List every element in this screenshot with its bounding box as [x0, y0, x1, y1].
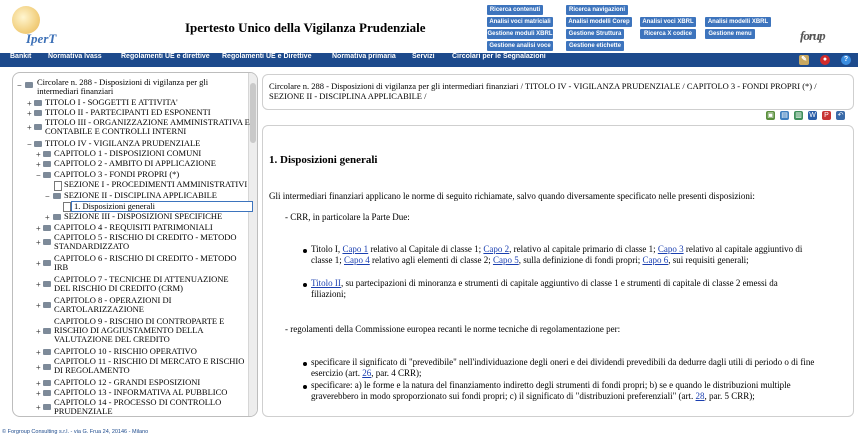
tree-item-capitolo-3[interactable]: CAPITOLO 3 - FONDI PROPRI (*) [54, 169, 180, 179]
tree-item-capitolo-13[interactable]: CAPITOLO 13 - INFORMATIVA AL PUBBLICO [54, 387, 228, 397]
collapse-icon[interactable]: − [36, 171, 41, 180]
folder-icon [43, 390, 51, 396]
expand-icon[interactable]: + [45, 213, 50, 222]
expand-icon[interactable]: + [36, 150, 41, 159]
tree-root[interactable]: Circolare n. 288 - Disposizioni di vigilanza per gli intermediari finanziari [37, 77, 209, 96]
expand-icon[interactable]: + [36, 301, 41, 310]
crr-line: - CRR, in particolare la Parte Due: [285, 212, 410, 222]
folder-icon [34, 141, 42, 147]
link-capo-1[interactable]: Capo 1 [342, 244, 369, 254]
folder-icon [43, 281, 51, 287]
link-capo-3[interactable]: Capo 3 [657, 244, 684, 254]
quick-link-gestione-etichette[interactable]: Gestione etichette [566, 41, 624, 51]
list-item-prevedibile: specificare il significato di "prevedibile" nell'individuazione degli oneri e dei dividendi prevedibili da dedurre dagli utili di periodo o di fine esercizio (art. 26, par. 4 CRR); [311, 357, 815, 378]
folder-icon [43, 302, 51, 308]
expand-icon[interactable]: + [36, 348, 41, 357]
expand-icon[interactable]: + [36, 224, 41, 233]
folder-icon [43, 260, 51, 266]
link-capo-5[interactable]: Capo 5 [492, 255, 519, 265]
folder-icon [43, 380, 51, 386]
link-capo-6[interactable]: Capo 6 [642, 255, 669, 265]
link-capo-4[interactable]: Capo 4 [344, 255, 370, 265]
expand-icon[interactable]: + [36, 389, 41, 398]
tree-item-titolo-1[interactable]: TITOLO I - SOGGETTI E ATTIVITA' [45, 97, 178, 107]
tree-item-sezione-1[interactable]: SEZIONE I - PROCEDIMENTI AMMINISTRATIVI [64, 179, 248, 189]
quick-link-gestione-moduli-xbrl[interactable]: Gestione moduli XBRL [487, 31, 553, 37]
content-heading: 1. Disposizioni generali [269, 154, 378, 166]
sun-logo-icon [12, 6, 40, 34]
bookmark-icon[interactable]: ✎ [799, 55, 809, 65]
footer-copyright: © Forgroup Consulting s.r.l. - via G. Frua 24, 20146 - Milano [2, 429, 149, 435]
expand-icon[interactable]: + [27, 109, 32, 118]
folder-icon [53, 193, 61, 199]
regolamenti-line: - regolamenti della Commissione europea recanti le norme tecniche di regolamentazione per: [285, 324, 621, 334]
quick-link-ricerca-navigazioni[interactable]: Ricerca navigazioni [566, 5, 628, 15]
folder-icon [43, 161, 51, 167]
tree-item-capitolo-4[interactable]: CAPITOLO 4 - REQUISITI PATRIMONIALI [54, 222, 213, 232]
tree-item-capitolo-11[interactable]: CAPITOLO 11 - RISCHIO DI MERCATO E RISCHIO DI REGOLAMENTO [54, 356, 245, 375]
list-item-titolo-2: Titolo II, su partecipazioni di minoranza e strumenti di capitale aggiuntivo di classe 1 e strumenti di capitale di classe 2 emessi da filiazioni; [311, 278, 778, 299]
quick-link-gestione-struttura[interactable]: Gestione Struttura [566, 29, 624, 39]
exit-icon[interactable]: ● [820, 55, 830, 65]
page-title: Ipertesto Unico della Vigilanza Prudenziale [185, 20, 426, 35]
tree-item-capitolo-1[interactable]: CAPITOLO 1 - DISPOSIZIONI COMUNI [54, 148, 202, 158]
expand-icon[interactable]: + [36, 280, 41, 289]
nav-regolamenti-ue-direttive[interactable]: Regolamenti UE e direttive [121, 53, 210, 60]
nav-regolamenti-ue-direttive-2[interactable]: Regolamenti UE e Direttive [222, 53, 312, 60]
tree-item-titolo-3[interactable]: TITOLO III - ORGANIZZAZIONE AMMINISTRATIVA E CONTABILE E CONTROLLI INTERNI [45, 117, 250, 136]
folder-icon [25, 82, 33, 88]
tree-item-capitolo-7[interactable]: CAPITOLO 7 - TECNICHE DI ATTENUAZIONE DEL RISCHIO DI CREDITO (CRM) [54, 274, 229, 293]
quick-link-analisi-modelli-corep[interactable]: Analisi modelli Corep [566, 17, 632, 27]
folder-icon [53, 214, 61, 220]
quick-link-ricerca-x-codice[interactable]: Ricerca X codice [640, 29, 696, 39]
expand-icon[interactable]: + [36, 259, 41, 268]
bullet [303, 385, 307, 389]
folder-icon [34, 100, 42, 106]
tree-item-titolo-2[interactable]: TITOLO II - PARTECIPANTI ED ESPONENTI [45, 107, 211, 117]
tree-item-capitolo-14[interactable]: CAPITOLO 14 - PROCESSO DI CONTROLLO PRUDENZIALE [54, 397, 222, 416]
content-area [262, 125, 854, 417]
quick-link-analisi-voci-xbrl[interactable]: Analisi voci XBRL [640, 17, 696, 27]
intro-paragraph: Gli intermediari finanziari applicano le norme di seguito richiamate, salvo quando diversamente specificato nelle presenti disposizioni: [269, 191, 755, 201]
breadcrumb [262, 74, 854, 110]
folder-icon [43, 239, 51, 245]
save-icon[interactable]: ▣ [767, 112, 774, 119]
link-art-26[interactable]: 26 [362, 368, 372, 378]
expand-icon[interactable]: + [27, 123, 32, 132]
tree-item-capitolo-6[interactable]: CAPITOLO 6 - RISCHIO DI CREDITO - METODO IRB [54, 253, 237, 272]
collapse-icon[interactable]: − [17, 81, 22, 90]
breadcrumb-text: Circolare n. 288 - Disposizioni di vigilanza per gli intermediari finanziari / TITOLO IV - VIGILANZA PRUDENZIALE / CAPITOLO 3 - FONDI PROPRI (*) / SEZIONE II - DISCIPLINA APPLICABILE / [269, 81, 817, 101]
quick-link-ricerca-contenuti[interactable]: Ricerca contenuti [487, 5, 543, 15]
expand-icon[interactable]: + [36, 403, 41, 412]
list-item-titolo-1: Titolo I, Capo 1 relativo al Capitale di classe 1; Capo 2, relativo al capitale primario di classe 1; Capo 3 relativo al capitale aggiuntivo di classe 1; Capo 4 relativo agli elementi di classe 2; Capo 5, sulla definizione di fondi propri; Capo 6, sui requisiti generali; [311, 244, 803, 265]
folder-icon [43, 328, 51, 334]
tree-item-capitolo-8[interactable]: CAPITOLO 8 - OPERAZIONI DI CARTOLARIZZAZIONE [54, 295, 172, 314]
nav-bankit[interactable]: Bankit [10, 53, 32, 60]
collapse-icon[interactable]: − [27, 140, 32, 149]
main-navbar [0, 53, 858, 67]
tree-item-capitolo-5[interactable]: CAPITOLO 5 - RISCHIO DI CREDITO - METODO STANDARDIZZATO [54, 232, 237, 251]
logo-text: IperT [26, 31, 57, 46]
quick-link-gestione-analisi-voce[interactable]: Gestione analisi voce [487, 41, 553, 51]
quick-link-analisi-modelli-xbrl[interactable]: Analisi modelli XBRL [705, 17, 771, 27]
folder-icon [34, 124, 42, 130]
nav-circolari-segnalazioni[interactable]: Circolari per le Segnalazioni [452, 53, 546, 60]
pdf-icon[interactable]: P [822, 111, 831, 120]
folder-icon [43, 404, 51, 410]
print-icon[interactable]: ▤ [781, 112, 788, 119]
expand-icon[interactable]: + [36, 379, 41, 388]
quick-link-gestione-menu[interactable]: Gestione menu [705, 29, 755, 39]
folder-icon [43, 364, 51, 370]
back-icon[interactable]: ↶ [837, 112, 844, 119]
tree-item-sezione-2[interactable]: SEZIONE II - DISCIPLINA APPLICABILE [64, 190, 217, 200]
expand-icon[interactable]: + [36, 327, 41, 336]
tree-item-disposizioni-generali-selected[interactable]: 1. Disposizioni generali [71, 201, 253, 212]
expand-icon[interactable]: + [27, 99, 32, 108]
folder-icon [34, 110, 42, 116]
folder-icon [43, 151, 51, 157]
quick-link-analisi-voci-matriciali[interactable]: Analisi voci matriciali [487, 17, 553, 27]
document-icon [54, 181, 62, 191]
link-titolo-2[interactable]: Titolo II [311, 278, 341, 288]
tree-item-capitolo-12[interactable]: CAPITOLO 12 - GRANDI ESPOSIZIONI [54, 377, 201, 387]
nav-normativa-ivass[interactable]: Normativa Ivass [48, 53, 102, 60]
expand-icon[interactable]: + [36, 238, 41, 247]
bullet [303, 249, 307, 253]
word-icon[interactable]: W [809, 112, 816, 119]
nav-servizi[interactable]: Servizi [412, 53, 435, 60]
folder-icon [43, 349, 51, 355]
help-icon[interactable]: ? [841, 55, 851, 65]
link-capo-2[interactable]: Capo 2 [483, 244, 510, 254]
folder-icon [43, 172, 51, 178]
link-art-28[interactable]: 28 [695, 391, 705, 401]
forgroup-logo: forup [800, 28, 825, 43]
app-header [0, 0, 858, 53]
expand-icon[interactable]: + [36, 160, 41, 169]
tree-item-sezione-3[interactable]: SEZIONE III - DISPOSIZIONI SPECIFICHE [64, 211, 223, 221]
bullet [303, 283, 307, 287]
folder-icon [43, 225, 51, 231]
tree-item-capitolo-9[interactable]: CAPITOLO 9 - RISCHIO DI CONTROPARTE E RISCHIO DI AGGIUSTAMENTO DELLA VALUTAZIONE DEL CREDITO [54, 316, 225, 344]
export-icon[interactable]: ▥ [795, 112, 802, 119]
tree-item-capitolo-2[interactable]: CAPITOLO 2 - AMBITO DI APPLICAZIONE [54, 158, 216, 168]
tree-item-titolo-4[interactable]: TITOLO IV - VIGILANZA PRUDENZIALE [45, 138, 201, 148]
list-item-finanziamento: specificare: a) le forme e la natura del finanziamento indiretto degli strumenti di fondi propri; b) se e quando le distribuzioni multiple graverebbero in modo sproporzionato sui fondi propri; c) il significato di "distribuzioni preferenziali" (art. 28, par. 5 CRR); [311, 380, 791, 401]
collapse-icon[interactable]: − [45, 192, 50, 201]
tree-item-capitolo-10[interactable]: CAPITOLO 10 - RISCHIO OPERATIVO [54, 346, 197, 356]
ipert-logo [6, 4, 70, 50]
expand-icon[interactable]: + [36, 363, 41, 372]
bullet [303, 362, 307, 366]
nav-normativa-primaria[interactable]: Normativa primaria [332, 53, 396, 60]
navigation-tree [12, 72, 258, 417]
